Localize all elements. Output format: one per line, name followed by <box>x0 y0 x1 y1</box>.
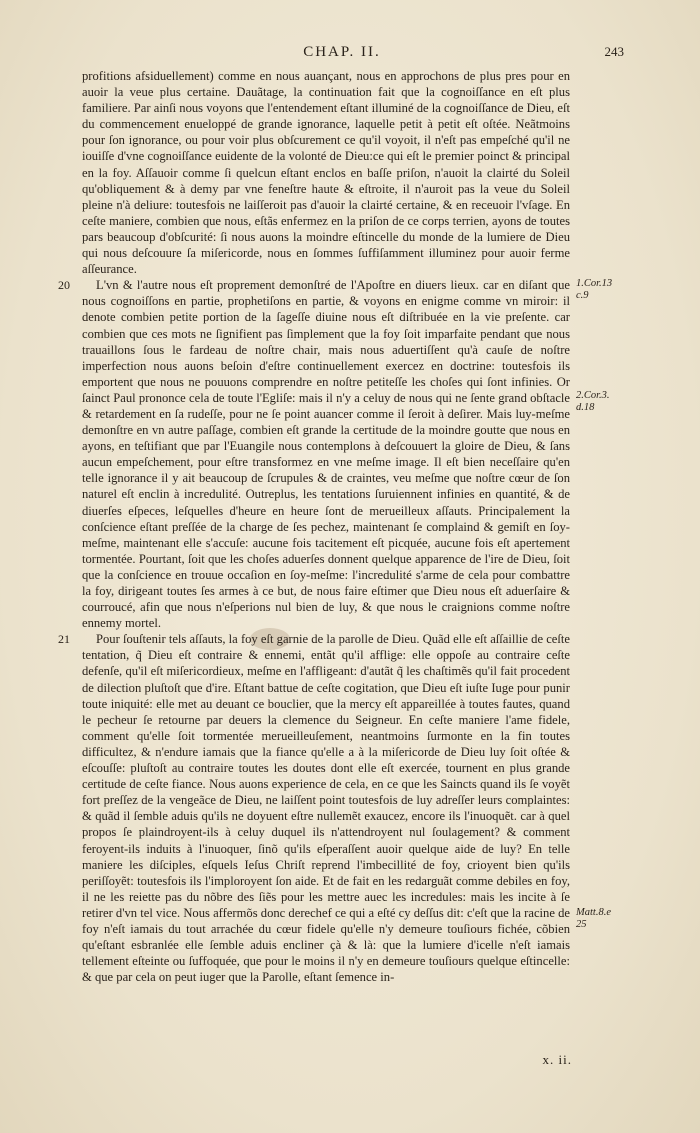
section-number: 21 <box>58 632 70 647</box>
paragraph-20 <box>58 277 570 631</box>
paragraph-21 <box>58 631 570 985</box>
page-number: 243 <box>604 44 624 59</box>
chapter-title: CHAP. II. <box>303 44 381 60</box>
paragraph-0 <box>82 68 570 277</box>
margin-note-1cor: 1.Cor.13 c.9 <box>576 278 613 301</box>
paragraph-text: Pour ſouſtenir tels aſſauts, la foy eſt garnie de la parolle de Dieu. Quãd elle eſt aſſaillie de ceſte tentation, q̃ Dieu eſt contraire & ennemi, entãt qu'il afflige: elle oppoſe au contraire ceſte defenſe, qu'il eſt miſericordieux, meſme en l'affligeant: d'autãt q̃ les chaſtimẽs qu'il fait procedent de dilection pluſtoſt que d'ire. Eſtant battue de ceſte cogitation, que Dieu eſt iuſte Iuge pour punir toute iniquité: elle met au deuant ce bouclier, que la mercy eſt appareillée à toutes fautes, quand le pecheur ſe retourne par deuers la clemence du Seigneur. En ceſte maniere l'ame fidele, comment qu'elle ſoit tormentée merueilleuſement, neantmoins ſurmonte en la fin toutes difficultez, & n'endure iamais que la fiance qu'elle a à la miſericorde de Dieu luy ſoit oſtée & eſcouſſe: pluſtoſt au contraire toutes les doutes dont elle eſt exercée, tournent en plus grande certitude de ceſte fiance. Nous auons experience de cela, en ce que les Saincts quand ils ſe voyẽt fort preſſez de la vengeãce de Dieu, ne laiſſent point toutesfois de luy adreſſer leurs complaintes: & quãd il ſemble aduis qu'ils ne doyuent eſtre nullemẽt exaucez, encore ils l'inuoquẽt. car à quel propos ſe plaindroyent-ils à celuy duquel ils n'attendroyent nul ſoulagement? & comment feroyent-ils induits à l'inuoquer, ſinõ qu'ils eſperaſſent auoir quelque aide de luy? En telle maniere les diſciples, eſquels Ieſus Chriſt reprend l'imbecillité de foy, crioyent bien qu'ils periſſoyẽt: toutesfois ils l'imploroyent ſon aide. Et de fait en les redarguãt comme debiles en foy, il ne les reiette pas du nõbre des ſiẽs pour les mettre auec les incredules: mais les incite à ſe retirer d'vn tel vice. Nous affermõs donc derechef ce qui a eſté cy deſſus dit: c'eſt que la racine de foy n'eſt iamais du tout arrachée du cœur fidele qu'elle n'y demeure touſiours fichée, cõbien qu'eſtant esbranlée elle ſemble aduis encliner çà & là: que la lumiere d'icelle n'eſt iamais tellement eſteinte ou ſuffoquée, que pour le moins il n'y en demeure touſiours quelque eſtincelle: & que par cela on peut iuger que la Parolle, eſtant ſemence in- <box>82 632 570 985</box>
margin-note-matt: Matt.8.e 25 <box>576 907 611 930</box>
section-number: 20 <box>58 278 70 293</box>
margin-note-2cor: 2.Cor.3. d.18 <box>576 390 610 413</box>
paragraph-text: L'vn & l'autre nous eſt proprement demonſtré de l'Apoſtre en diuers lieux. car en diſant que nous cognoiſſons en partie, prophetiſons en partie, & voyons en enigme comme vn miroir: il denote combien petite portion de la ſageſſe diuine nous eſt diſtribuée en la vie preſente. car combien que ces mots ne ſignifient pas ſimplement que la foy ſoit imparfaite pendant que nous trauaillons ſous le fardeau de noſtre chair, mais nous aduertiſſent qu'à cauſe de noſtre imperfection nous auons beſoin d'eſtre continuellement exercez en doctrine: toutesfois ils emportent que nous ne pouuons comprendre en noſtre petiteſſe les choſes qui ſont infinies. Or ſainct Paul prononce cela de toute l'Egliſe: mais il n'y a celuy de nous qui ne ſente grand obſtacle & retardement en ſa rudeſſe, pour ne ſe point auancer comme il ſeroit à deſirer. Mais luy-meſme demonſtre en vn autre paſſage, combien eſt grande la certitude de la moindre goutte que nous en ayons, en teſtifiant que par l'Euangile nous contemplons à deſcouuert la gloire de Dieu, & ſans aucun empeſchement, pour eſtre transformez en vne meſme image. Il eſt bien neceſſaire qu'en telle ignorance il y ait beaucoup de ſcrupules & de craintes, veu meſme que noſtre cœur de ſon naturel eſt enclin à incredulité. Outreplus, les tentations ſuruiennent infinies en quantité, & de diuerſes eſpeces, leſquelles d'heure en heure ſont de merueilleux aſſauts. Principalement la conſcience eſtant preſſée de la charge de ſes pechez, maintenant ſe complaind & gemiſt en ſoy-meſme, maintenant elle s'accuſe: aucune fois tacitement eſt picquée, aucune fois eſt apertement tormentée. Pourtant, ſoit que les choſes aduerſes donnent quelque apparence de l'ire de Dieu, ſoit que la conſcience en trouue occaſion en ſoy-meſme: l'incredulité s'arme de cela pour combattre la foy, dirigeant toutes ſes armes à ce but, de nous faire eſtimer que Dieu nous eſt aduerſaire & courroucé, afin que nous n'eſperions nul bien de luy, & que nous le craignions comme noſtre ennemy mortel. <box>82 278 570 631</box>
running-head <box>82 44 624 66</box>
catchword: x. ii. <box>542 1052 572 1067</box>
paragraph-text: profitions afsiduellement) comme en nous auançant, nous en approchons de plus pres pour en auoir la veue plus certaine. Dauãtage, la continuation fait que la cognoiſſance en eſt plus familiere. Par ainſi nous voyons que l'entendement eſtant illuminé de la cognoiſſance de Dieu, eſt du commencement enueloppé de grande ignorance, laquelle petit à petit eſt oſtée. Neãtmoins pour ſon ignorance, ou pour voir plus obſcurement ce qu'il voyoit, il n'eſt pas empeſché qu'il ne iouiſſe d'vne cognoiſſance euidente de la volonté de Dieu:ce qui eſt le premier poinct & principal en la foy. Aſſauoir comme ſi quelcun eſtant enclos en baſſe priſon, n'auoit la clairté du Soleil qu'obliquement & à demy par vne feneſtre haute & eſtroite, il n'auroit pas la veue du Soleil pleine n'à deliure: toutesfois ne laiſſeroit pas d'auoir la clairté certaine, & en receuoir l'vſage. En ceſte maniere, combien que nous, eſtãs enfermez en la priſon de ce corps terrien, ayons de toutes pars beaucoup d'obſcurité: ſi nous auons la moindre eſtincelle du monde de la lumiere de Dieu qui nous deſcouure ſa miſericorde, nous en ſommes ſuffiſamment illuminez pour auoir ferme aſſeurance. <box>82 69 570 277</box>
text-block <box>58 68 570 985</box>
